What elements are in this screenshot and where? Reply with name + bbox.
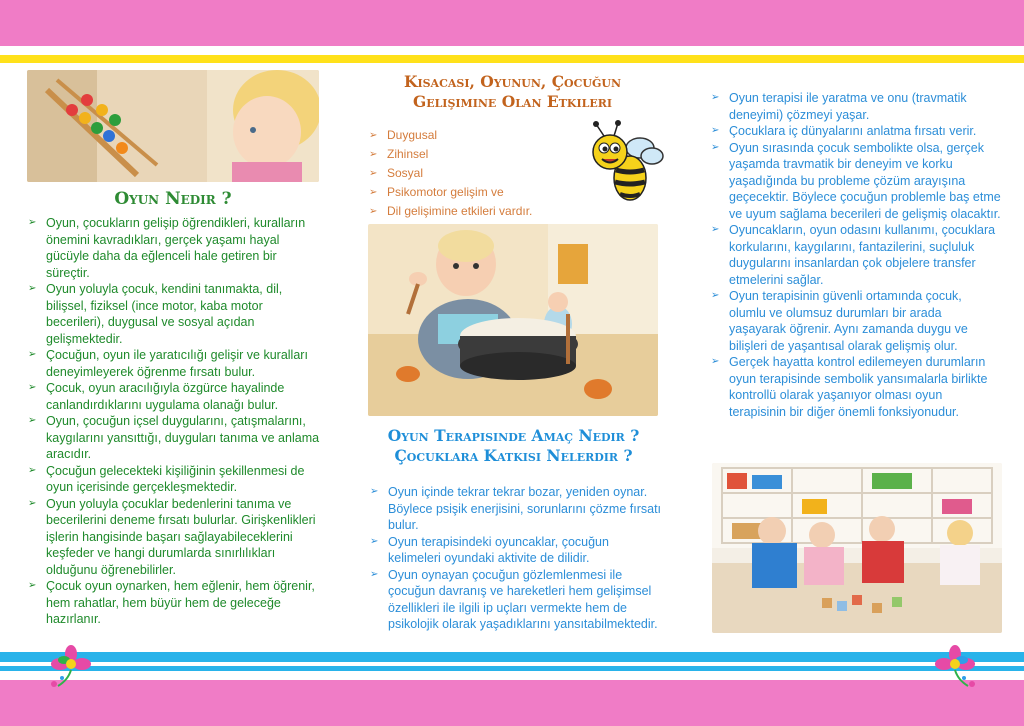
list-item: ➢ Sosyal: [369, 164, 569, 183]
therapy-goal-title-line1: Oyun Terapisinde Amaç Nedir ?: [387, 426, 640, 445]
bottom-pink-band: [0, 680, 1024, 726]
list-item: ➢ Duygusal: [369, 126, 569, 145]
list-item: ➢ Dil gelişimine etkileri vardır.: [369, 202, 569, 221]
list-item: ➢ Oyuncakların, oyun odasını kullanımı, çocuklara korkularını, kaygılarını, fantazilerini, suçluluk duygularını insanlardan çok objelere transfer etmelerini sağlar.: [711, 222, 1001, 288]
list-item: ➢ Çocuk, oyun aracılığıyla özgürce hayalinde canlandırdıklarını uygulama olanağı bulur.: [28, 380, 320, 413]
list-item: ➢ Psikomotor gelişim ve: [369, 183, 569, 202]
list-item: ➢ Oyun terapisi ile yaratma ve onu (travmatik deneyimi) çözmeyi yaşar.: [711, 90, 1001, 123]
what-is-play-title: Oyun Nedir ?: [114, 189, 232, 209]
list-item: ➢ Gerçek hayatta kontrol edilemeyen durumların oyun terapisinde sembolik yansımalarla birlikte kontrollü olarak yaşanıyor olması oyun terapisinin bir diğer önemli fonksiyonudur.: [711, 354, 1001, 420]
list-item: ➢ Oyun yoluyla çocuk, kendini tanımakta, dil, bilişsel, fiziksel (ince motor, kaba motor becerileri), duygusal ve sosyal açıdan gelişmektedir.: [28, 281, 320, 347]
bottom-blue-band: [0, 652, 1024, 662]
list-item: ➢ Çocuk oyun oynarken, hem eğlenir, hem öğrenir, hem rahatlar, hem büyür hem de geleceğe hazırlanır.: [28, 578, 320, 628]
list-item: ➢ Oyun yoluyla çocuklar bedenlerini tanıma ve becerilerini deneme fırsatı bulurlar. Girişkenlikleri işlerin hangisinde başarı sağlayabileceklerini keşfeder ve hangi durumlarda sınırlılıkları olduğunu öğrenebilirler.: [28, 496, 320, 579]
right-bullet-list: [711, 90, 1001, 420]
therapy-goal-title-line2: Çocuklara Katkısı Nelerdir ?: [394, 446, 633, 465]
effects-title: [370, 72, 655, 112]
list-item: ➢ Oyun terapisinin güvenli ortamında çocuk, olumlu ve olumsuz durumları bir arada yaşayarak öğrenir. Aynı zamanda duygu ve bilişleri de yaşantısal olarak gelişmiş olur.: [711, 288, 1001, 354]
list-item: ➢ Oyun, çocukların gelişip öğrendikleri, kuralların önemini kavradıkları, gerçek yaşamı hayal gücüyle daha da eğlenceli hale getiren bir süreçtir.: [28, 215, 320, 281]
girl-abacus-photo: [27, 70, 319, 182]
top-pink-band: [0, 0, 1024, 46]
list-item: ➢ Çocuklara iç dünyalarını anlatma fırsatı verir.: [711, 123, 1001, 140]
therapy-goal-title: [366, 426, 661, 466]
list-item: ➢ Çocuğun, oyun ile yaratıcılığı gelişir ve kuralları deneyimleyerek öğrenme fırsatı bulur.: [28, 347, 320, 380]
boy-drum-photo: [368, 224, 658, 416]
list-item: ➢ Oyun, çocuğun içsel duygularını, çatışmalarını, kaygılarını yansıttığı, duyguları tanıma ve anlama aracıdır.: [28, 413, 320, 463]
list-item: ➢ Zihinsel: [369, 145, 569, 164]
top-yellow-band: [0, 55, 1024, 63]
bottom-blue-thin-band: [0, 666, 1024, 671]
flower-icon: [46, 640, 96, 690]
left-bullet-list: [28, 215, 320, 628]
effects-title-line2: Gelişimine Olan Etkileri: [412, 92, 613, 111]
bee-icon: [582, 118, 672, 210]
children-blocks-photo: [712, 463, 1002, 633]
list-item: ➢ Oyun terapisindeki oyuncaklar, çocuğun kelimeleri oyundaki aktivite de dilidir.: [370, 534, 665, 567]
effects-title-line1: Kısacası, Oyunun, Çocuğun: [403, 72, 622, 91]
list-item: ➢ Oyun sırasında çocuk sembolikte olsa, gerçek yaşamda travmatik bir deneyim ve korku yaşadığında bu probleme çözüm arayışına geçecektir. Böylece çocuğun problemle baş etme ve uyum sağlama becerileri de gelişmiş olacaktır.: [711, 140, 1001, 223]
flower-icon: [930, 640, 980, 690]
list-item: ➢ Oyun içinde tekrar tekrar bozar, yeniden oynar. Böylece psişik enerjisini, sorunlarını çözme fırsatı bulur.: [370, 484, 665, 534]
middle-bullet-list: [370, 484, 665, 633]
list-item: ➢ Çocuğun gelecekteki kişiliğinin şekillenmesi de oyun içerisinde gerçekleşmektedir.: [28, 463, 320, 496]
list-item: ➢ Oyun oynayan çocuğun gözlemlenmesi ile çocuğun davranış ve hareketleri hem gelişimsel özellikleri ile ilgili ip uçları vermekte hem de psikolojik olarak yaşadıklarını yansıtabilmektedir.: [370, 567, 665, 633]
effects-list: [369, 126, 569, 221]
